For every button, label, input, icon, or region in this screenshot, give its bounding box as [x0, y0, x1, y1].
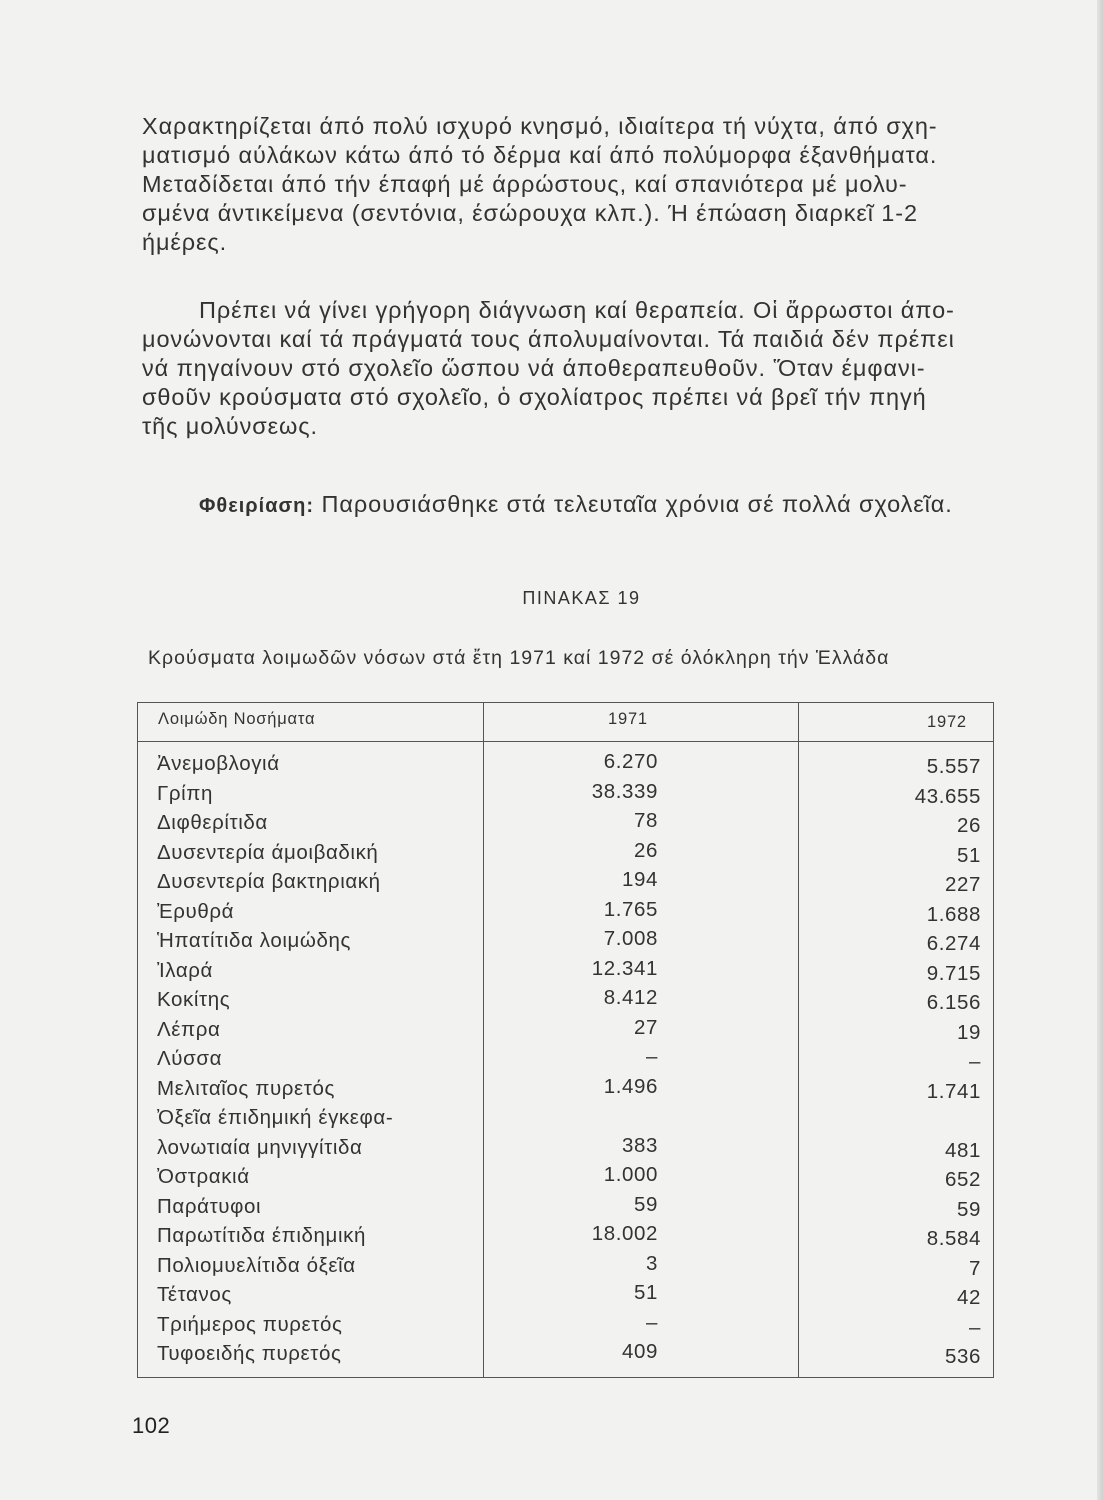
disease-name: Παρωτίτιδα έπιδημική: [157, 1224, 366, 1247]
table-row: [138, 1106, 993, 1136]
text-line: Πρέπει νά γίνει γρήγορη διάγνωση καί θεραπεία. Οἱ ἄρρωστοι άπο-: [199, 297, 955, 323]
table-title: ΠΙΝΑΚΑΣ 19: [522, 588, 641, 608]
text-line: Μεταδίδεται άπό τήν έπαφή μέ άρρώστους, καί σπανιότερα μέ μολυ-: [142, 171, 908, 197]
disease-name: Παράτυφοι: [157, 1194, 262, 1218]
text-line: ήμέρες.: [142, 229, 228, 255]
cases-1971: 8.412: [603, 986, 658, 1009]
cases-1972: 7: [968, 1256, 981, 1280]
cases-1972: 26: [956, 814, 981, 837]
cases-1972: 42: [956, 1286, 981, 1309]
lice-text: Παρουσιάσθηκε στά τελευταῖα χρόνια σέ πολλά σχολεῖα.: [314, 491, 953, 517]
table-body: [138, 752, 993, 1372]
cases-1971: –: [645, 1045, 658, 1068]
cases-1971: 27: [633, 1015, 658, 1039]
text-line: σθοῦν κρούσματα στό σχολεῖο, ὁ σχολίατρος πρέπει νά βρεῖ τήν πηγή: [142, 384, 927, 410]
table-row: [138, 956, 993, 989]
table-row: [138, 1224, 993, 1254]
cases-1971: 6.270: [603, 750, 658, 773]
disease-name: Τριήμερος πυρετός: [157, 1312, 343, 1336]
cases-1971: 7.008: [603, 927, 658, 950]
text-line: μονώνονται καί τά πράγματά τους άπολυμαίνονται. Τά παιδιά δέν πρέπει: [142, 326, 955, 352]
cases-1971: 12.341: [591, 956, 658, 980]
disease-name: Ὀξεῖα έπιδημική έγκεφα-: [157, 1106, 394, 1129]
disease-name: Τυφοειδής πυρετός: [157, 1342, 342, 1365]
table-row: [138, 838, 993, 871]
header-1972: 1972: [927, 713, 967, 731]
header-1971: 1971: [608, 710, 648, 728]
text-line: Χαρακτηρίζεται άπό πολύ ισχυρό κνησμό, ιδιαίτερα τή νύχτα, άπό σχη-: [142, 113, 938, 139]
disease-name: Ἡπατίτιδα λοιμώδης: [157, 929, 351, 952]
header-disease: Λοιμώδη Νοσήματα: [158, 710, 316, 728]
disease-name: Δυσεντερία άμοιβαδική: [157, 840, 379, 864]
cases-1971: 1.765: [603, 897, 658, 921]
cases-1971: 26: [633, 838, 658, 862]
cases-1972: 6.156: [926, 991, 981, 1014]
cases-1972: 481: [944, 1138, 981, 1162]
cases-1972: 9.715: [926, 961, 981, 985]
table-row: [138, 1015, 993, 1048]
table-row: [138, 929, 993, 959]
lice-heading: Φθειρίαση:: [199, 495, 315, 517]
disease-name: Πολιομυελίτιδα όξεῖα: [157, 1253, 356, 1277]
cases-1972: 536: [944, 1345, 981, 1368]
table-row: [138, 870, 993, 900]
cases-1972: 19: [956, 1020, 981, 1044]
paragraph-lice: [142, 490, 1004, 521]
cases-1971: 3: [645, 1251, 658, 1275]
table-row: [138, 752, 993, 782]
cases-1971: 409: [621, 1340, 658, 1363]
disease-name: Λέπρα: [157, 1017, 221, 1041]
text-line: τῆς μολύνσεως.: [142, 413, 318, 439]
cases-1971: 51: [633, 1281, 658, 1304]
table-row: [138, 897, 993, 930]
disease-name: Λύσσα: [157, 1047, 223, 1070]
table-row: [138, 1133, 993, 1166]
cases-1972: 6.274: [926, 932, 981, 955]
text-line: ματισμό αύλάκων κάτω άπό τό δέρμα καί άπό πολύμορφα έξανθήματα.: [142, 142, 938, 168]
disease-name: Ὀστρακιά: [157, 1165, 250, 1188]
table-row: [138, 1074, 993, 1107]
disease-name: Ἰλαρά: [157, 958, 214, 982]
disease-name: Διφθερίτιδα: [157, 811, 268, 834]
table-row: [138, 1310, 993, 1343]
disease-name: Δυσεντερία βακτηριακή: [157, 870, 381, 893]
disease-cases-table: [137, 702, 994, 1378]
page-edge: [1097, 0, 1103, 1500]
paragraph-scabies: [142, 112, 1004, 257]
cases-1971: 383: [621, 1133, 658, 1157]
cases-1971: 18.002: [591, 1222, 658, 1245]
cases-1971: 59: [633, 1192, 658, 1216]
cases-1971: 194: [621, 868, 658, 891]
page-number: 102: [132, 1413, 171, 1438]
cases-1972: 43.655: [914, 784, 981, 808]
table-row: [138, 1047, 993, 1077]
disease-name: Ἐρυθρά: [157, 899, 235, 923]
table-row: [138, 1251, 993, 1284]
table-row: [138, 1165, 993, 1195]
cases-1972: 1.741: [926, 1079, 981, 1103]
disease-name: Μελιταῖος πυρετός: [157, 1076, 335, 1100]
disease-name: λονωτιαία μηνιγγίτιδα: [157, 1135, 363, 1159]
disease-name: Ἀνεμοβλογιά: [157, 752, 280, 775]
cases-1972: 51: [956, 843, 981, 867]
cases-1971: 1.000: [603, 1163, 658, 1186]
paragraph-treatment: [142, 296, 1004, 441]
table-row: [138, 1192, 993, 1225]
text-line: σμένα άντικείμενα (σεντόνια, έσώρουχα κλπ.). Ή έπώαση διαρκεῖ 1-2: [142, 200, 918, 226]
table-row: [138, 811, 993, 841]
table-row: [138, 988, 993, 1018]
table-row: [138, 1283, 993, 1313]
text-line: νά πηγαίνουν στό σχολεῖο ὥσπου νά άποθεραπευθοῦν. Ὅταν έμφανι-: [142, 355, 926, 381]
cases-1971: 78: [633, 809, 658, 832]
disease-name: Κοκίτης: [157, 988, 231, 1011]
cases-1971: –: [645, 1310, 658, 1334]
cases-1972: –: [968, 1315, 981, 1339]
cases-1972: 227: [944, 873, 981, 896]
cases-1972: 8.584: [926, 1227, 981, 1250]
header-divider: [138, 741, 993, 742]
disease-name: Γρίπη: [157, 781, 214, 805]
table-row: [138, 779, 993, 812]
cases-1971: 38.339: [591, 779, 658, 803]
table-caption: Κρούσματα λοιμωδῶν νόσων στά ἔτη 1971 καί 1972 σέ όλόκληρη τήν Ἑλλάδα: [148, 647, 890, 669]
disease-name: Τέτανος: [157, 1283, 232, 1306]
cases-1972: 5.557: [926, 755, 981, 778]
table-row: [138, 1342, 993, 1372]
cases-1972: 652: [944, 1168, 981, 1191]
cases-1972: 1.688: [926, 902, 981, 926]
cases-1972: –: [968, 1050, 981, 1073]
cases-1971: 1.496: [603, 1074, 658, 1098]
cases-1972: 59: [956, 1197, 981, 1221]
